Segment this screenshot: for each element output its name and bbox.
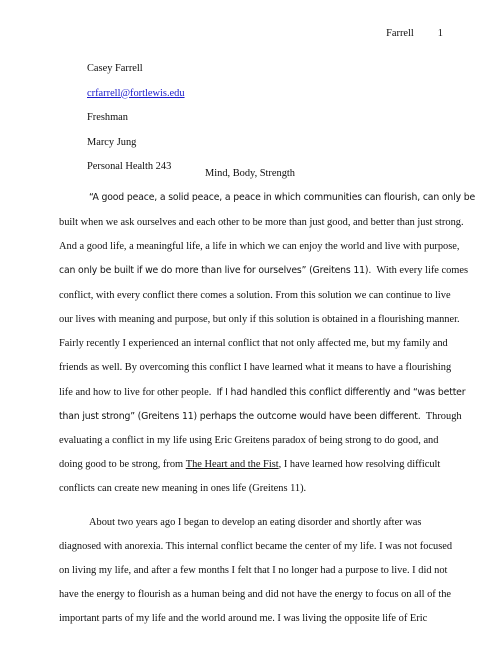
text-span: Through	[425, 411, 462, 422]
quote-span: If I had handled this conflict differently and “was better	[216, 387, 466, 398]
text-span: doing good to be strong, from	[59, 459, 184, 470]
text-span: life and how to live for other people.	[59, 387, 212, 398]
book-title: The Heart and the Fist	[185, 459, 279, 470]
quote-citation: can only be built if we do more than live for ourselves” (Greitens 11).	[59, 265, 372, 276]
paragraph-1-line-6: our lives with meaning and purpose, but only if this solution is obtained in a flourishing manner.	[59, 314, 460, 325]
running-header	[386, 28, 443, 39]
page-number: 1	[437, 28, 443, 39]
paragraph-2-line-4: have the energy to flourish as a human being and did not have the energy to focus on all of the	[59, 589, 452, 600]
paragraph-1-line-2: built when we ask ourselves and each other to be more than just good, and better than just strong.	[59, 217, 464, 228]
paragraph-2-line-3: on living my life, and after a few months I felt that I no longer had a purpose to live. I did not	[59, 565, 448, 576]
text-span: , I have learned how resolving difficult	[278, 459, 441, 470]
email-link[interactable]: crfarrell@fortlewis.edu	[87, 87, 185, 99]
paragraph-1-line-12	[59, 458, 447, 471]
course-name: Personal Health 243	[87, 161, 172, 172]
paragraph-2-line-5: important parts of my life and the world around me. I was living the opposite life of Eric	[59, 613, 428, 624]
essay-title: Mind, Body, Strength	[205, 168, 295, 179]
quote-span: than just strong” (Greitens 11) perhaps the outcome would have been different.	[59, 411, 421, 422]
header-author: Farrell	[386, 28, 414, 39]
heading-block	[87, 57, 185, 180]
paragraph-1-line-13: conflicts can create new meaning in ones life (Greitens 11).	[59, 483, 307, 494]
paragraph-1-line-1: “A good peace, a solid peace, a peace in which communities can flourish, can only be	[89, 192, 476, 203]
paragraph-2-line-2: diagnosed with anorexia. This internal conflict became the center of my life. I was not focused	[59, 541, 453, 552]
paragraph-2-line-1: About two years ago I began to develop an eating disorder and shortly after was	[89, 517, 422, 528]
paragraph-1-line-8: friends as well. By overcoming this conflict I have learned what it means to have a flourishing	[59, 362, 452, 373]
paragraph-1-line-9	[59, 386, 466, 399]
text-span: With every life comes	[376, 265, 469, 276]
paragraph-1-line-10	[59, 410, 462, 423]
paragraph-1-line-11: evaluating a conflict in my life using Eric Greitens paradox of being strong to do good, and	[59, 435, 439, 446]
student-standing: Freshman	[87, 112, 128, 123]
paragraph-1-line-4	[59, 264, 469, 277]
paragraph-1-line-3: And a good life, a meaningful life, a life in which we can enjoy the world and live with purpose,	[59, 241, 460, 252]
instructor-name: Marcy Jung	[87, 136, 137, 148]
paragraph-1-line-5: conflict, with every conflict there comes a solution. From this solution we can continue to live	[59, 290, 451, 301]
paragraph-1-line-7: Fairly recently I experienced an internal conflict that not only affected me, but my family and	[59, 338, 448, 349]
student-name: Casey Farrell	[87, 63, 143, 74]
